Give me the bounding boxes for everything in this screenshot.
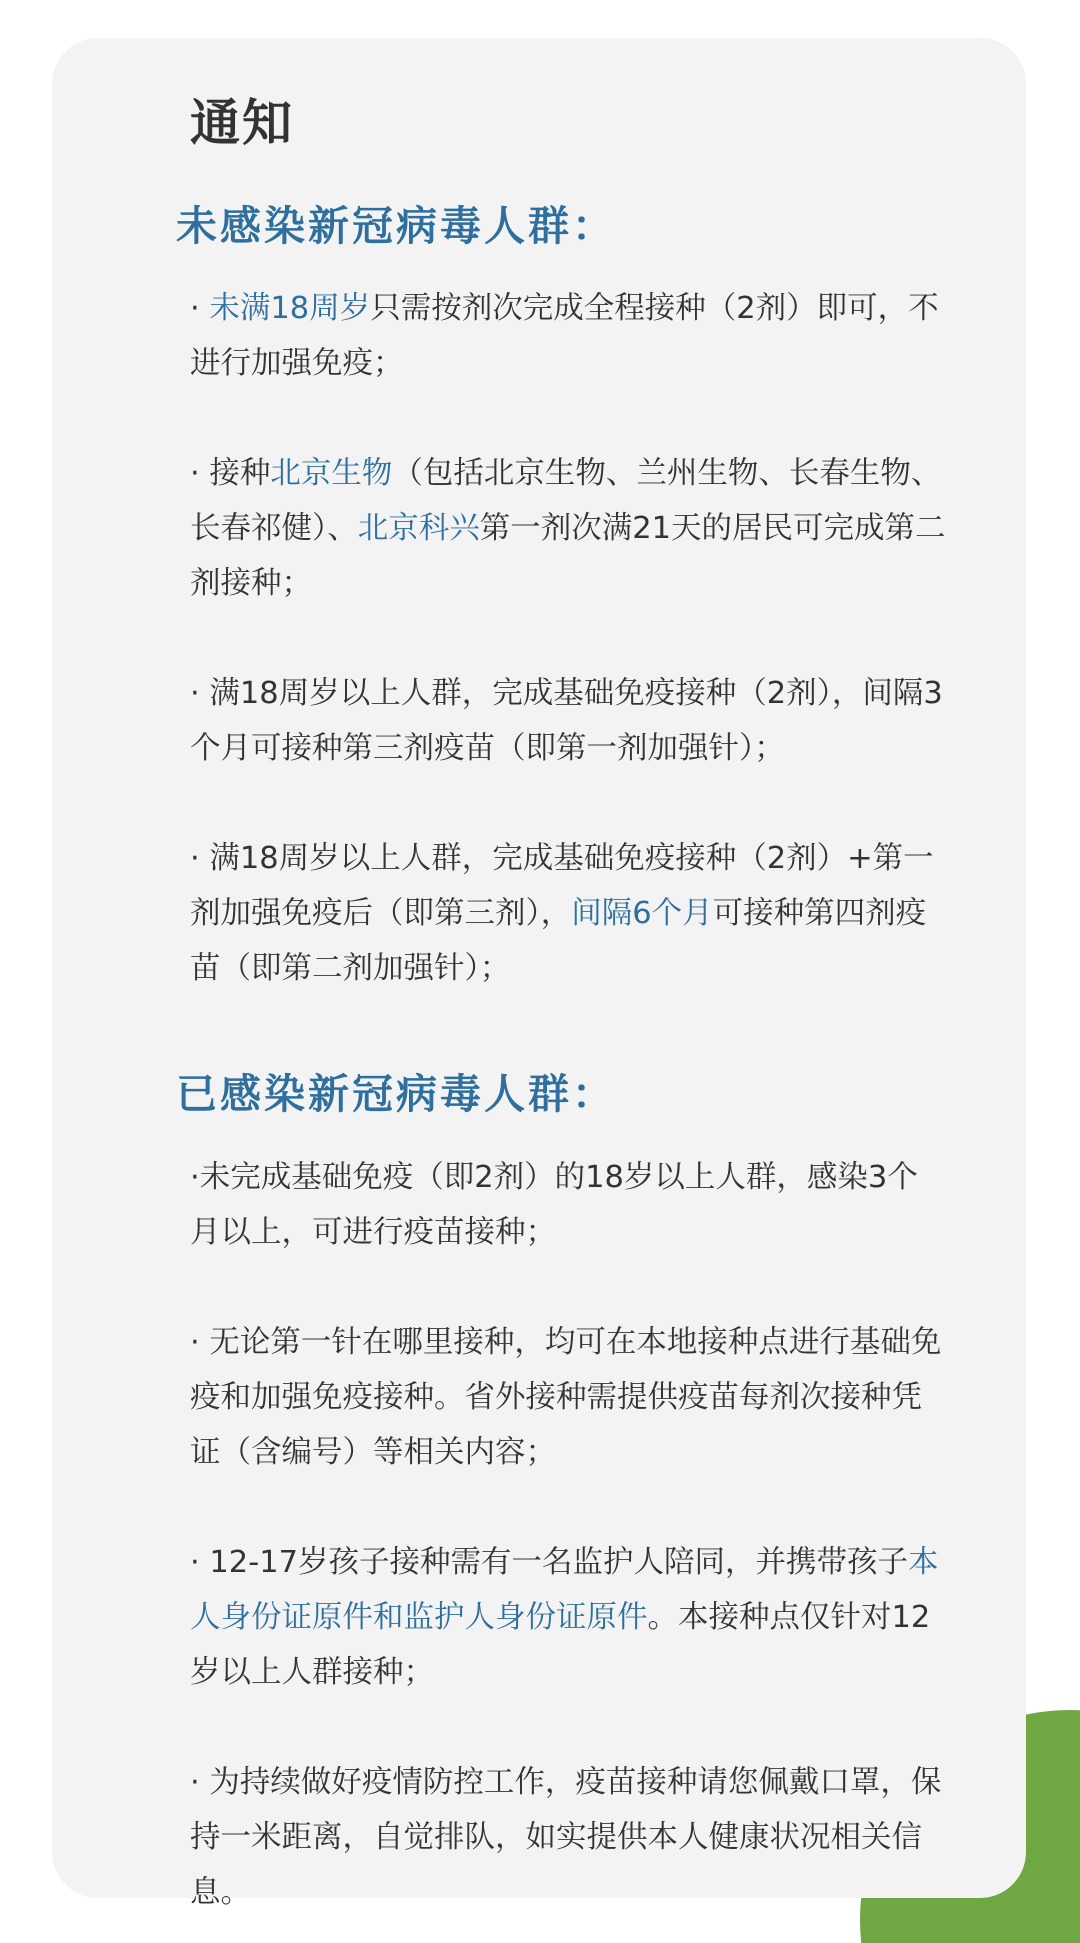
- section-infected: [136, 1068, 946, 1919]
- item-text: 满18周岁以上人群，完成基础免疫接种（2剂）+第一剂加强免疫后（即第三剂），: [190, 841, 934, 932]
- highlight-text: 本人身份证原件和监护人身份证原件: [190, 1544, 939, 1635]
- section-items: [190, 1150, 946, 1920]
- section-uninfected: [136, 200, 946, 996]
- notice-card: [52, 38, 1026, 1910]
- list-item: [190, 1755, 946, 1920]
- item-text: 。本接种点仅针对12岁以上人群接种；: [190, 1599, 931, 1690]
- bullet: ·: [190, 1324, 210, 1360]
- item-text: 接种: [209, 456, 271, 492]
- list-item: [190, 281, 946, 391]
- item-text: 无论第一针在哪里接种，均可在本地接种点进行基础免疫和加强免疫接种。省外接种需提供疫苗每剂次接种凭证（含编号）等相关内容；: [190, 1324, 942, 1470]
- section-heading-uninfected: 未感染新冠病毒人群：: [176, 202, 616, 250]
- highlight-text: 间隔6个月: [571, 896, 713, 932]
- highlight-text: 未满18周岁: [209, 291, 371, 327]
- item-text: 12-17岁孩子接种需有一名监护人陪同，并携带孩子: [209, 1544, 909, 1580]
- bullet: ·: [190, 456, 210, 492]
- item-text: 未完成基础免疫（即2剂）的18岁以上人群，感染3个月以上，可进行疫苗接种；: [190, 1159, 918, 1250]
- item-text: （包括北京生物、兰州生物、长春生物、长春祁健）、: [190, 456, 942, 547]
- section-items: [190, 281, 946, 996]
- bullet: ·: [190, 676, 210, 712]
- list-item: [190, 1150, 946, 1260]
- item-text: 只需按剂次完成全程接种（2剂）即可，不进行加强免疫；: [190, 291, 939, 382]
- list-item: [190, 1535, 946, 1700]
- list-item: [190, 446, 946, 611]
- item-text: 第一剂次满21天的居民可完成第二剂接种；: [190, 511, 946, 602]
- bullet: ·: [190, 841, 210, 877]
- highlight-text: 北京生物: [270, 456, 393, 492]
- bullet: ·: [190, 1764, 210, 1800]
- item-text: 满18周岁以上人群，完成基础免疫接种（2剂），间隔3个月可接种第三剂疫苗（即第一剂加强针）；: [190, 676, 943, 767]
- list-item: [190, 1315, 946, 1480]
- highlight-text: 北京科兴: [357, 511, 480, 547]
- list-item: [190, 831, 946, 996]
- list-item: [190, 666, 946, 776]
- item-text: 可接种第四剂疫苗（即第二剂加强针）；: [190, 896, 927, 987]
- notice-title: 通知: [190, 94, 294, 152]
- bullet: ·: [190, 1544, 210, 1580]
- bullet: ·: [190, 291, 210, 327]
- bullet: ·: [190, 1159, 200, 1195]
- item-text: 为持续做好疫情防控工作，疫苗接种请您佩戴口罩，保持一米距离，自觉排队，如实提供本人健康状况相关信息。: [190, 1764, 942, 1910]
- section-heading-infected: 已感染新冠病毒人群：: [176, 1070, 616, 1119]
